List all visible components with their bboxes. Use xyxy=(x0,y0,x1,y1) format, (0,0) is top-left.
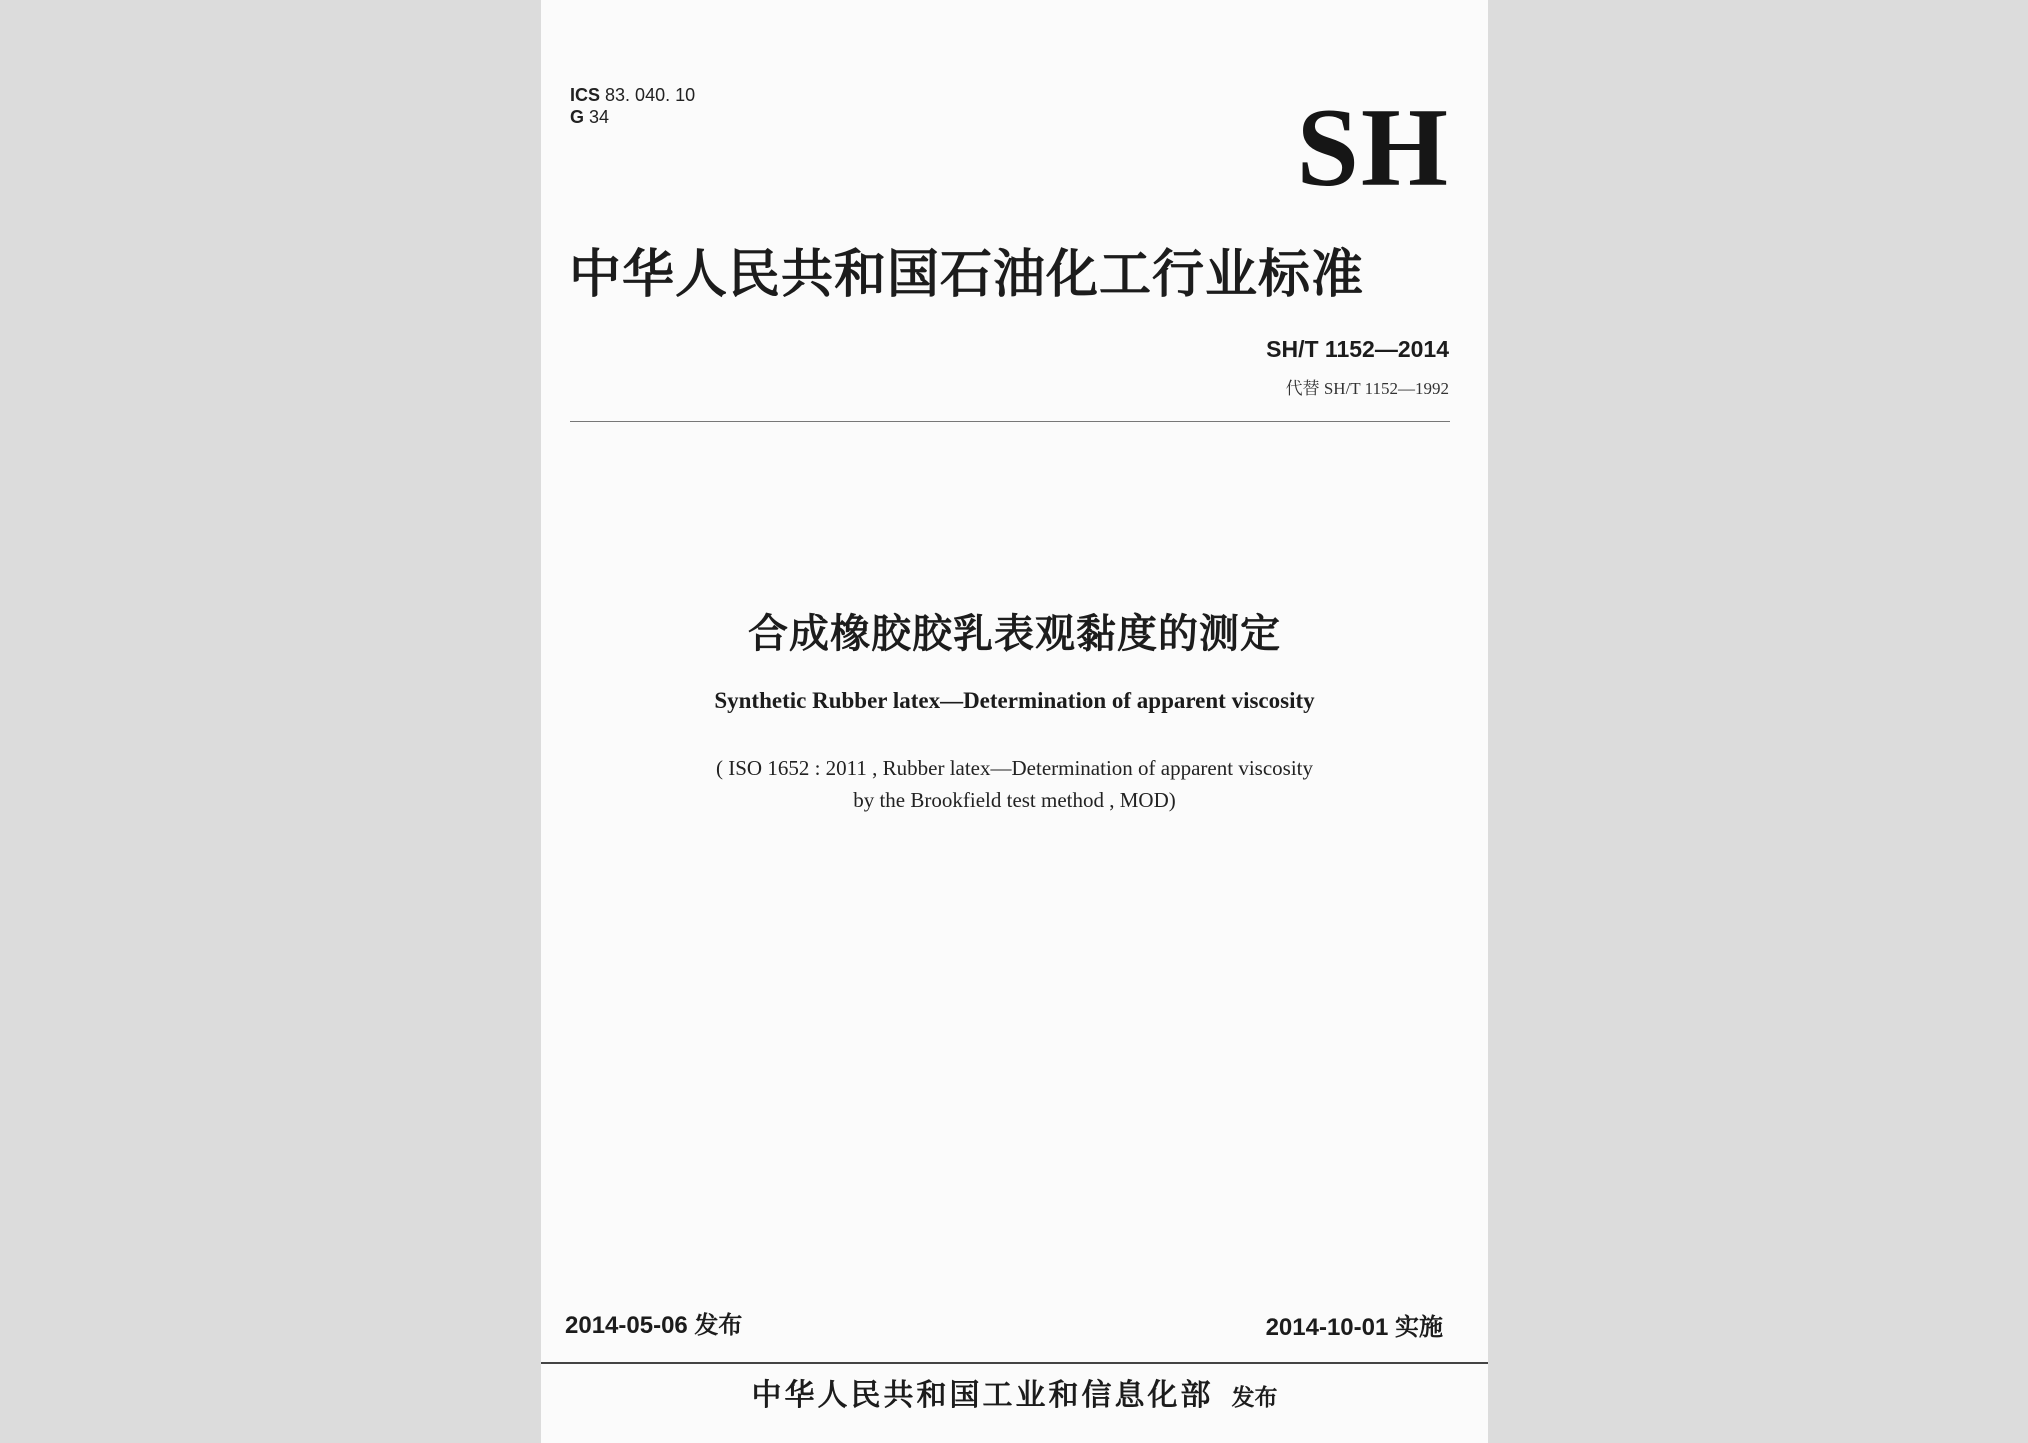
ics-code-line xyxy=(570,85,695,107)
implementation-date: 2014-10-01 实施 xyxy=(1265,1314,1443,1341)
replaced-standard: 代替 SH/T 1152—1992 xyxy=(1285,379,1449,398)
document-page xyxy=(541,0,1488,1443)
ics-code: 83. 040. 10 xyxy=(605,85,696,105)
ccs-label: G xyxy=(570,106,585,127)
document-title-english: Synthetic Rubber latex—Determination of apparent viscosity xyxy=(714,688,1315,713)
classification-codes xyxy=(570,85,695,128)
iso-reference-line-2: by the Brookfield test method , MOD) xyxy=(853,788,1176,812)
publisher xyxy=(541,1370,1488,1414)
publisher-organization: 中华人民共和国工业和信息化部 xyxy=(751,1378,1214,1413)
document-title-chinese: 合成橡胶胶乳表观黏度的测定 xyxy=(748,611,1281,657)
iso-reference-line-1: ( ISO 1652 : 2011 , Rubber latex—Determination of apparent viscosity xyxy=(715,756,1313,780)
header-divider xyxy=(570,421,1450,422)
footer-divider xyxy=(541,1362,1488,1364)
standard-code: SH/T 1152—2014 xyxy=(1266,336,1449,362)
publisher-verb: 发布 xyxy=(1231,1385,1278,1411)
ccs-code: 34 xyxy=(589,106,610,127)
sh-logo: SH xyxy=(1296,86,1450,210)
issue-date: 2014-05-06 发布 xyxy=(565,1312,743,1339)
ics-label: ICS xyxy=(570,85,601,105)
iso-reference xyxy=(541,752,1488,816)
ccs-code-line xyxy=(570,107,695,129)
standard-name: 中华人民共和国石油化工行业标准 xyxy=(569,245,1365,305)
